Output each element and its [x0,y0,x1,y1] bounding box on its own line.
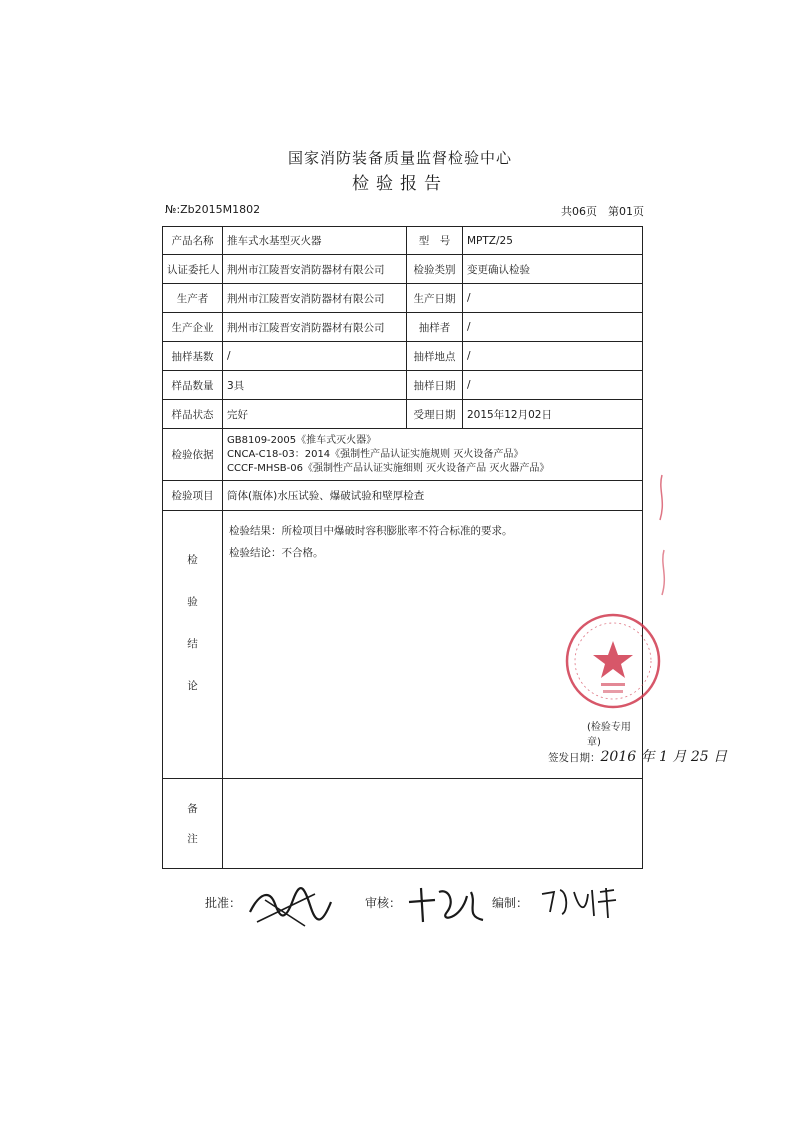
table-row [163,481,643,511]
test-result: 检验结果：所检项目中爆破时容积膨胀率不符合标准的要求。 [229,525,513,537]
conclusion-label-char: 论 [187,680,198,692]
sample-place-value: / [463,342,643,371]
client-value: 荆州市江陵晋安消防器材有限公司 [223,255,407,284]
inspection-seal-icon [563,611,663,711]
items-label: 检验项目 [163,481,223,511]
compiler-signature-icon [538,882,618,922]
manufacturer-value: 荆州市江陵晋安消防器材有限公司 [223,313,407,342]
manufacturer-label: 生产企业 [163,313,223,342]
remarks-label-char: 注 [187,832,198,845]
compile-label: 编制： [492,896,529,910]
basis-line: CNCA-C18-03：2014《强制性产品认证实施规则 灭火设备产品》 [227,448,524,460]
accept-date-value: 2015年12月02日 [463,400,643,429]
sign-date [548,746,727,766]
conclusion-label-char: 检 [187,554,198,566]
table-row [163,227,643,255]
test-type-label: 检验类别 [407,255,463,284]
model-label: 型 号 [407,227,463,255]
items-value: 筒体(瓶体)水压试验、爆破试验和壁厚检查 [223,481,643,511]
signature-block [200,890,660,950]
sample-qty-label: 样品数量 [163,371,223,400]
conclusion-content [223,511,728,779]
sample-state-value: 完好 [223,400,407,429]
table-row [163,342,643,371]
sample-place-label: 抽样地点 [407,342,463,371]
table-row [163,400,643,429]
conclusion-label [163,511,223,779]
sample-base-label: 抽样基数 [163,342,223,371]
sample-date-label: 抽样日期 [407,371,463,400]
table-row [163,511,643,779]
table-row [163,371,643,400]
org-name: 国家消防装备质量监督检验中心 [287,149,512,167]
sample-state-label: 样品状态 [163,400,223,429]
producer-value: 荆州市江陵晋安消防器材有限公司 [223,284,407,313]
sampler-value: / [463,313,643,342]
conclusion-text [229,520,513,564]
sample-date-value: / [463,371,643,400]
prod-date-label: 生产日期 [407,284,463,313]
product-name-value: 推车式水基型灭火器 [223,227,407,255]
approver-signature-icon [245,882,335,932]
table-row [163,313,643,342]
client-label: 认证委托人 [163,255,223,284]
table-row [163,779,643,869]
review-label: 审核： [365,896,402,910]
side-stamp-mark-icon [650,470,680,600]
stamp-label: (检验专用章) [587,722,631,748]
model-value: MPTZ/25 [463,227,643,255]
page-count: 共06页 第01页 [561,205,644,218]
basis-line: CCCF-MHSB-06《强制性产品认证实施细则 灭火设备产品 灭火器产品》 [227,462,550,474]
basis-label: 检验依据 [163,429,223,481]
remarks-label-char: 备 [187,802,198,815]
remarks-label [163,779,223,869]
approve-label: 批准： [205,896,242,910]
document-number: №:Zb2015M1802 [165,203,261,216]
reviewer-signature-icon [405,882,485,926]
product-name-label: 产品名称 [163,227,223,255]
basis-value [223,429,643,481]
sign-date-value: 2016 年 1 月 25 日 [600,749,728,765]
accept-date-label: 受理日期 [407,400,463,429]
table-row [163,429,643,481]
table-row [163,255,643,284]
conclusion-label-char: 验 [187,596,198,608]
sign-date-label: 签发日期： [548,752,601,764]
test-type-value: 变更确认检验 [463,255,643,284]
table-row [163,284,643,313]
sample-base-value: / [223,342,407,371]
report-title: 检验报告 [352,174,448,194]
sample-qty-value: 3具 [223,371,407,400]
conclusion-label-char: 结 [187,638,198,650]
remarks-value [223,779,643,869]
producer-label: 生产者 [163,284,223,313]
basis-line: GB8109-2005《推车式灭火器》 [227,434,377,446]
prod-date-value: / [463,284,643,313]
test-verdict: 检验结论：不合格。 [229,547,324,559]
sampler-label: 抽样者 [407,313,463,342]
report-table [162,226,728,869]
